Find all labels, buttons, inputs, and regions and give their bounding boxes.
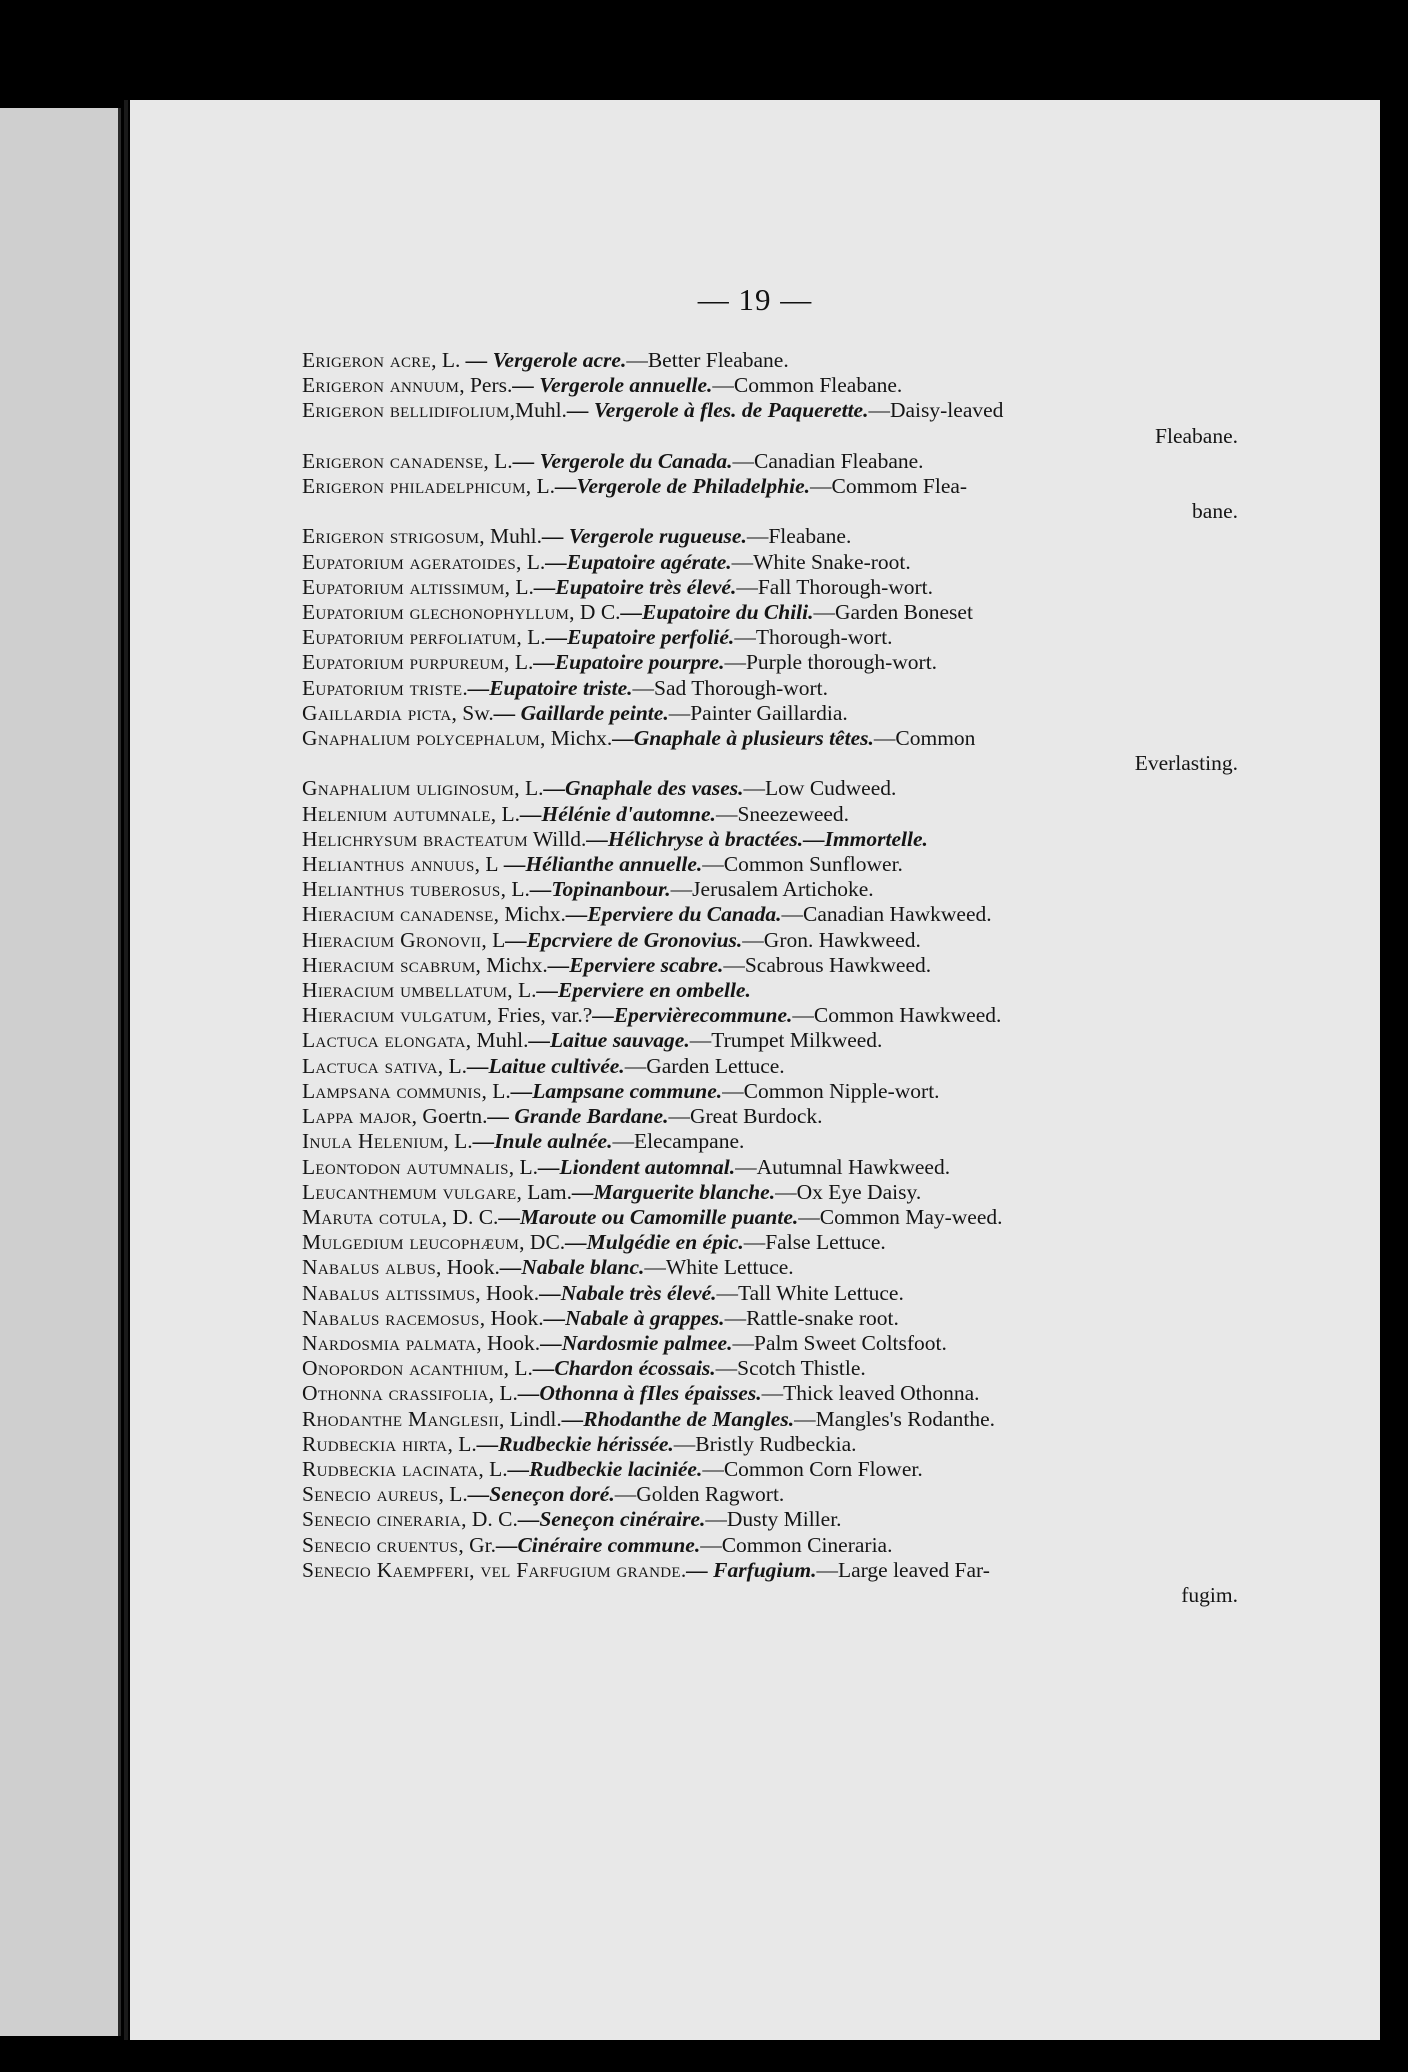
latin-name: Gaillardia picta xyxy=(302,700,452,725)
species-entry xyxy=(302,852,1238,877)
english-name: —Sad Thorough-wort. xyxy=(632,675,829,700)
book-gutter xyxy=(124,100,128,2040)
author-abbrev: , Hook. xyxy=(475,1280,540,1305)
french-name: —Rhodanthe de Mangles. xyxy=(561,1406,795,1431)
english-name: —Common Sunflower. xyxy=(702,852,903,877)
species-entry xyxy=(302,1255,1238,1280)
french-name: — Grande Bardane. xyxy=(487,1104,669,1129)
english-name: —Dusty Miller. xyxy=(705,1507,842,1532)
latin-name: Eupatorium altissimum xyxy=(302,574,505,599)
latin-name: Mulgedium leucophæum xyxy=(302,1230,520,1255)
latin-name: Helenium autumnale xyxy=(302,801,491,826)
french-name: —Chardon écossais. xyxy=(532,1356,716,1381)
latin-name: Senecio cineraria xyxy=(302,1507,462,1532)
species-entry xyxy=(302,1028,1238,1053)
species-entry xyxy=(302,373,1238,398)
french-name: —Maroute ou Camomille puante. xyxy=(498,1204,799,1229)
author-abbrev: , Pers. xyxy=(459,373,513,398)
english-name: —Commom Flea- xyxy=(810,474,968,499)
author-abbrev: , Muhl. xyxy=(479,524,542,549)
species-entry xyxy=(302,1281,1238,1306)
french-name: —Gnaphale à plusieurs têtes. xyxy=(612,726,874,751)
author-abbrev: , L. xyxy=(516,549,546,574)
french-name: —Hélénie d'automne. xyxy=(520,801,716,826)
french-name: —Lampsane commune. xyxy=(510,1078,723,1103)
english-name: —Thorough-wort. xyxy=(734,625,893,650)
author-abbrev: , Fries, var.? xyxy=(486,1003,593,1028)
english-name: —Common Corn Flower. xyxy=(702,1456,923,1481)
species-entry xyxy=(302,1533,1238,1558)
species-entry xyxy=(302,1230,1238,1255)
author-abbrev: , L. xyxy=(525,474,556,499)
latin-name: Eupatorium ageratoides xyxy=(302,549,517,574)
species-entry xyxy=(302,1457,1238,1482)
latin-name: Helianthus annuus xyxy=(302,852,475,877)
species-entry xyxy=(302,1482,1238,1507)
english-name: —Trumpet Milkweed. xyxy=(689,1028,883,1053)
latin-name: Lactuca elongata xyxy=(302,1028,466,1053)
species-entry xyxy=(302,1205,1238,1230)
french-name: — Vergerole acre. xyxy=(460,348,627,372)
english-name: —Common Fleabane. xyxy=(712,373,903,398)
species-entry xyxy=(302,978,1238,1003)
english-name: —White Snake-root. xyxy=(731,549,911,574)
french-name: —Eupatoire pourpre. xyxy=(533,650,725,675)
species-entry xyxy=(302,348,1238,373)
continuation-line: fugim. xyxy=(1181,1582,1238,1607)
page-number: — 19 — xyxy=(697,282,813,317)
english-name: —White Lettuce. xyxy=(644,1255,794,1280)
latin-name: Nabalus albus xyxy=(302,1255,436,1280)
author-abbrev: , Gr. xyxy=(458,1532,496,1557)
english-name: —Sneezeweed. xyxy=(715,801,850,826)
latin-name: Nardosmia palmata xyxy=(302,1330,477,1355)
english-name: —Low Cudweed. xyxy=(743,776,897,801)
species-entry xyxy=(302,575,1238,600)
french-name: —Cinéraire commune. xyxy=(495,1532,701,1557)
french-name: —Rudbeckie laciniée. xyxy=(507,1456,703,1481)
french-name: —Rudbeckie hérissée. xyxy=(476,1431,674,1456)
english-name: —Autumnal Hawkweed. xyxy=(735,1154,951,1179)
latin-name: Helianthus tuberosus xyxy=(302,877,501,902)
latin-name: Othonna crassifolia xyxy=(302,1381,489,1406)
french-name: —Nabale à grappes. xyxy=(543,1305,725,1330)
species-entry xyxy=(302,449,1238,474)
latin-name: Lappa major xyxy=(302,1104,412,1129)
french-name: —Eupatoire triste. xyxy=(467,675,633,700)
author-abbrev: . xyxy=(680,1557,687,1582)
latin-name: Rudbeckia lacinata xyxy=(302,1456,479,1481)
english-name: —Canadian Fleabane. xyxy=(732,448,924,473)
species-entry xyxy=(302,550,1238,575)
species-entry xyxy=(302,1432,1238,1457)
english-name: —Garden Boneset xyxy=(813,600,973,625)
latin-name: Eupatorium triste xyxy=(302,675,463,700)
author-abbrev: , L. xyxy=(447,1431,477,1456)
latin-name: Hieracium vulgatum xyxy=(302,1003,487,1028)
continuation-line: bane. xyxy=(1192,499,1238,524)
species-entry xyxy=(302,524,1238,549)
author-abbrev: , L. xyxy=(514,776,544,801)
author-abbrev: , D C. xyxy=(569,600,621,625)
species-entry xyxy=(302,1407,1238,1432)
french-name: —Mulgédie en épic. xyxy=(565,1230,744,1255)
french-name: —Marguerite blanche. xyxy=(572,1179,776,1204)
french-name: —Eupatoire agérate. xyxy=(545,549,732,574)
french-name: —Nabale très élevé. xyxy=(539,1280,717,1305)
latin-name: Rudbeckia hirta xyxy=(302,1431,448,1456)
author-abbrev: , L. xyxy=(438,1482,468,1507)
latin-name: Erigeron philadelphicum xyxy=(302,474,526,499)
french-name: —Nardosmie palmee. xyxy=(540,1330,733,1355)
author-abbrev: , L. xyxy=(516,625,546,650)
french-name: —Seneçon doré. xyxy=(467,1482,615,1507)
author-abbrev: , L. xyxy=(490,801,521,826)
species-entry xyxy=(302,827,1238,852)
author-abbrev: , L. xyxy=(507,978,537,1003)
species-entry xyxy=(302,902,1238,927)
english-name: —Jerusalem Artichoke. xyxy=(670,877,874,902)
english-name: —Golden Ragwort. xyxy=(614,1482,785,1507)
species-entry xyxy=(302,1356,1238,1381)
latin-name: Erigeron strigosum xyxy=(302,524,480,549)
latin-name: Erigeron acre xyxy=(302,348,432,372)
english-name: —Great Burdock. xyxy=(668,1104,823,1129)
latin-name: Hieracium Gronovii xyxy=(302,927,482,952)
continuation-line: Everlasting. xyxy=(1134,751,1238,776)
english-name: —Common Hawkweed. xyxy=(792,1003,1002,1028)
author-abbrev: , Michx. xyxy=(539,726,613,751)
english-name: —Common xyxy=(873,726,976,751)
author-abbrev: , Hook. xyxy=(476,1330,541,1355)
species-entry xyxy=(302,776,1238,801)
english-name: —False Lettuce. xyxy=(743,1230,886,1255)
latin-name: Erigeron bellidifolium xyxy=(302,398,510,423)
french-name: — Vergerole à fles. de Paquerette. xyxy=(566,398,869,423)
author-abbrev: , DC. xyxy=(519,1230,566,1255)
species-entry xyxy=(302,928,1238,953)
english-name: —Common Nipple-wort. xyxy=(722,1078,940,1103)
latin-name: Hieracium canadense xyxy=(302,902,494,927)
english-name: —Large leaved Far- xyxy=(816,1557,990,1582)
species-entry xyxy=(302,1306,1238,1331)
latin-name: Senecio cruentus xyxy=(302,1532,459,1557)
species-entry xyxy=(302,701,1238,726)
author-abbrev: , Goertn. xyxy=(411,1104,488,1129)
english-name: —Fall Thorough-wort. xyxy=(736,574,934,599)
species-entry xyxy=(302,1180,1238,1205)
french-name: —Hélichryse à bractées.—Immortelle. xyxy=(586,826,928,851)
author-abbrev: , L. xyxy=(437,1053,468,1078)
latin-name: Lampsana communis xyxy=(302,1078,482,1103)
french-name: —Epcrviere de Gronovius. xyxy=(505,927,743,952)
species-entry xyxy=(302,474,1238,524)
latin-name: Erigeron canadense xyxy=(302,448,484,473)
english-name: —Better Fleabane. xyxy=(626,348,789,372)
english-name: —Fleabane. xyxy=(746,524,852,549)
english-name: —Mangles's Rodanthe. xyxy=(794,1406,996,1431)
french-name: —Laitue cultivée. xyxy=(467,1053,625,1078)
latin-name: Leontodon autumnalis xyxy=(302,1154,509,1179)
species-entry xyxy=(302,1129,1238,1154)
author-abbrev: , L xyxy=(474,852,499,877)
author-abbrev: , L. xyxy=(478,1456,508,1481)
species-entry xyxy=(302,1507,1238,1532)
author-abbrev: , D. C. xyxy=(441,1204,499,1229)
species-entry xyxy=(302,650,1238,675)
latin-name: Inula Helenium xyxy=(302,1129,444,1154)
french-name: —Inule aulnée. xyxy=(472,1129,613,1154)
latin-name: Lactuca sativa xyxy=(302,1053,438,1078)
english-name: —Scotch Thistle. xyxy=(715,1356,866,1381)
english-name: —Daisy-leaved xyxy=(868,398,1004,423)
french-name: — Gaillarde peinte. xyxy=(493,700,669,725)
species-entry xyxy=(302,1054,1238,1079)
species-entry xyxy=(302,1104,1238,1129)
english-name: —Tall White Lettuce. xyxy=(716,1280,904,1305)
species-entry xyxy=(302,600,1238,625)
species-entry xyxy=(302,1381,1238,1406)
species-entry xyxy=(302,953,1238,978)
french-name: —Liondent automnal. xyxy=(538,1154,736,1179)
author-abbrev: ,Muhl. xyxy=(509,398,567,423)
french-name: — Vergerole du Canada. xyxy=(512,448,733,473)
english-name: —Common May-weed. xyxy=(798,1204,1003,1229)
latin-name: Gnaphalium polycephalum xyxy=(302,726,540,751)
latin-name: Hieracium umbellatum xyxy=(302,978,508,1003)
species-entry xyxy=(302,726,1238,776)
author-abbrev: , L. xyxy=(443,1129,473,1154)
species-entry xyxy=(302,1155,1238,1180)
french-name: —Eupatoire très élevé. xyxy=(533,574,737,599)
french-name: —Eupatoire du Chili. xyxy=(620,600,814,625)
french-name: —Seneçon cinéraire. xyxy=(517,1507,706,1532)
latin-name: Eupatorium perfoliatum xyxy=(302,625,517,650)
english-name: —Palm Sweet Coltsfoot. xyxy=(732,1330,947,1355)
species-entry xyxy=(302,877,1238,902)
author-abbrev: , Lindl. xyxy=(499,1406,562,1431)
author-abbrev: , L xyxy=(481,927,506,952)
latin-name: Nabalus racemosus xyxy=(302,1305,480,1330)
left-page-edge xyxy=(0,108,121,2036)
latin-name: Gnaphalium uliginosum xyxy=(302,776,515,801)
latin-name: Onopordon acanthium xyxy=(302,1356,504,1381)
french-name: — Vergerole annuelle. xyxy=(512,373,713,398)
author-abbrev: , Sw. xyxy=(451,700,494,725)
french-name: —Gnaphale des vases. xyxy=(543,776,744,801)
author-abbrev: Willd. xyxy=(527,826,587,851)
species-entry xyxy=(302,625,1238,650)
english-name: —Garden Lettuce. xyxy=(624,1053,785,1078)
author-abbrev: , L. xyxy=(504,574,534,599)
french-name: —Othonna à fIles épaisses. xyxy=(517,1381,762,1406)
species-list xyxy=(302,348,1238,1608)
french-name: —Eupatoire perfolié. xyxy=(545,625,735,650)
book-page xyxy=(130,100,1380,2040)
species-entry xyxy=(302,1558,1238,1608)
french-name: —Laitue sauvage. xyxy=(528,1028,690,1053)
author-abbrev: , L. xyxy=(508,1154,538,1179)
species-entry xyxy=(302,1331,1238,1356)
english-name: —Common Cineraria. xyxy=(700,1532,893,1557)
english-name: —Painter Gaillardia. xyxy=(668,700,848,725)
french-name: —Epervièrecommune. xyxy=(592,1003,793,1028)
author-abbrev: , Lam. xyxy=(516,1179,573,1204)
latin-name: Eupatorium glechonophyllum xyxy=(302,600,570,625)
latin-name: Hieracium scabrum xyxy=(302,952,476,977)
author-abbrev: , L. xyxy=(503,1356,533,1381)
author-abbrev: , L. xyxy=(483,448,513,473)
author-abbrev: , Michx. xyxy=(475,952,548,977)
french-name: —Hélianthe annuelle. xyxy=(498,852,703,877)
french-name: — Vergerole rugueuse. xyxy=(541,524,747,549)
english-name: —Ox Eye Daisy. xyxy=(775,1179,922,1204)
latin-name: Leucanthemum vulgare xyxy=(302,1179,517,1204)
species-entry xyxy=(302,1079,1238,1104)
author-abbrev: , L. xyxy=(488,1381,518,1406)
latin-name: Erigeron annuum xyxy=(302,373,460,398)
english-name: —Bristly Rudbeckia. xyxy=(673,1431,857,1456)
author-abbrev: , Hook. xyxy=(435,1255,500,1280)
latin-name: Eupatorium purpureum xyxy=(302,650,505,675)
english-name: —Canadian Hawkweed. xyxy=(781,902,992,927)
latin-name: Helichrysum bracteatum xyxy=(302,826,528,851)
continuation-line: Fleabane. xyxy=(1155,423,1238,448)
species-entry xyxy=(302,676,1238,701)
species-entry xyxy=(302,802,1238,827)
english-name: —Thick leaved Othonna. xyxy=(761,1381,980,1406)
french-name: —Vergerole de Philadelphie. xyxy=(555,474,811,499)
author-abbrev: . xyxy=(462,675,468,700)
author-abbrev: , Michx. xyxy=(493,902,566,927)
latin-name: Rhodanthe Manglesii xyxy=(302,1406,500,1431)
species-entry xyxy=(302,1003,1238,1028)
french-name: —Nabale blanc. xyxy=(499,1255,645,1280)
latin-name: Nabalus altissimus xyxy=(302,1280,476,1305)
french-name: —Eperviere scabre. xyxy=(547,952,724,977)
english-name: —Gron. Hawkweed. xyxy=(742,927,921,952)
latin-name: Senecio aureus xyxy=(302,1482,439,1507)
latin-name: Senecio Kaempferi, vel Farfugium grande xyxy=(302,1557,681,1582)
french-name: —Topinanbour. xyxy=(529,877,671,902)
french-name: —Eperviere du Canada. xyxy=(565,902,782,927)
french-name: —Eperviere en ombelle. xyxy=(536,978,751,1003)
english-name: —Purple thorough-wort. xyxy=(724,650,938,675)
author-abbrev: , L. xyxy=(504,650,534,675)
author-abbrev: , L. xyxy=(431,348,461,372)
author-abbrev: , D. C. xyxy=(461,1507,518,1532)
author-abbrev: , Hook. xyxy=(479,1305,544,1330)
species-entry xyxy=(302,398,1238,448)
english-name: —Scabrous Hawkweed. xyxy=(723,952,932,977)
author-abbrev: , Muhl. xyxy=(465,1028,529,1053)
author-abbrev: , L. xyxy=(481,1078,511,1103)
latin-name: Maruta cotula xyxy=(302,1204,442,1229)
english-name: —Rattle-snake root. xyxy=(724,1305,899,1330)
french-name: — Farfugium. xyxy=(686,1557,817,1582)
author-abbrev: , L. xyxy=(500,877,530,902)
english-name: —Elecampane. xyxy=(612,1129,745,1154)
